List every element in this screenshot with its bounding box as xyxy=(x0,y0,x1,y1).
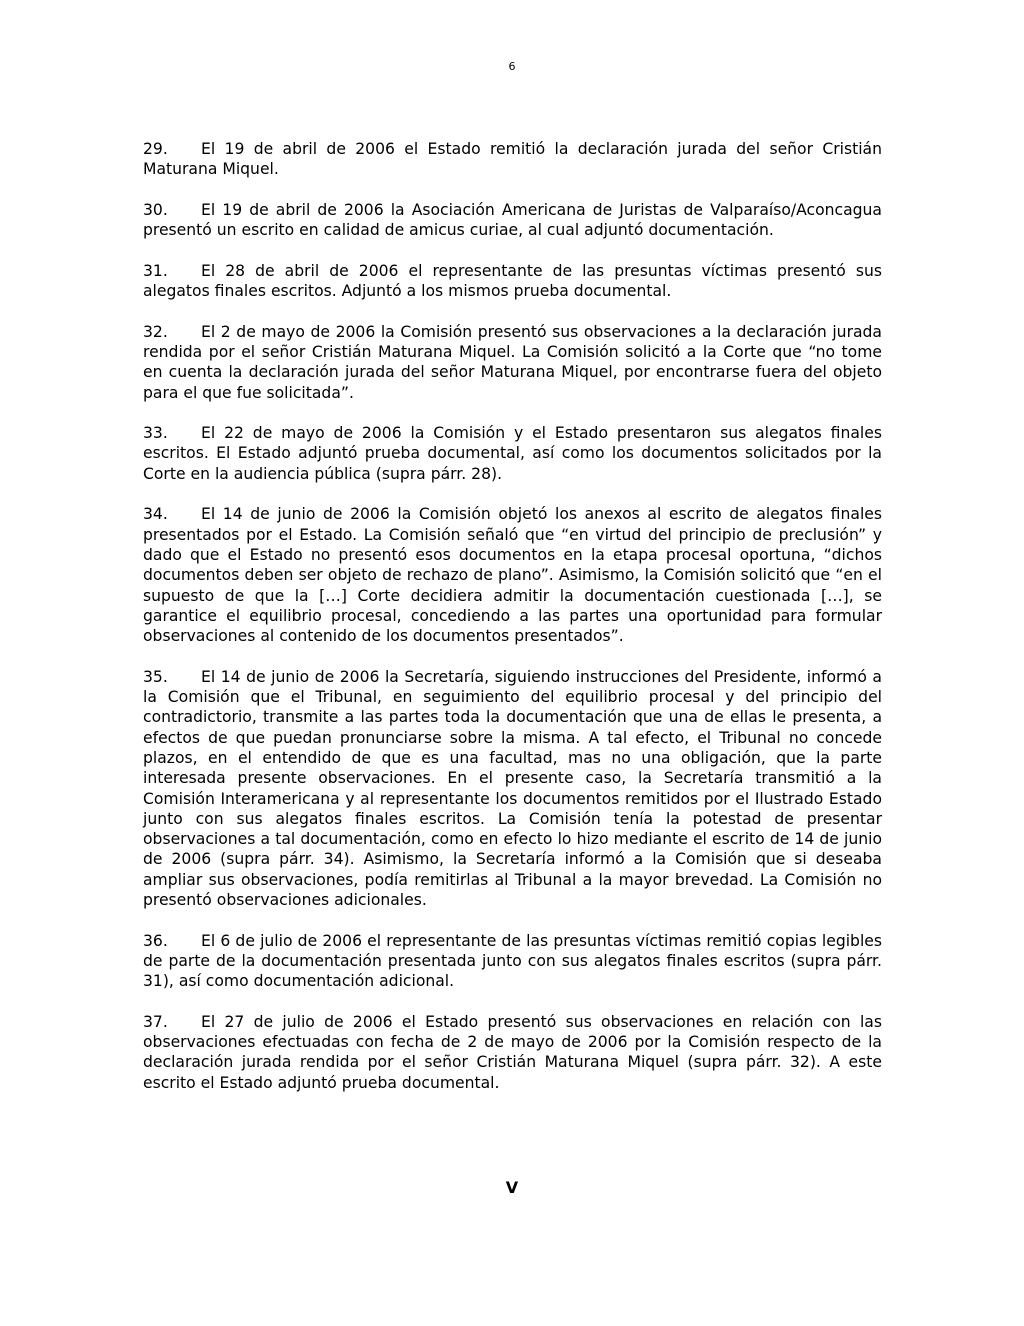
paragraph-number: 33. xyxy=(143,424,168,443)
paragraph-29 xyxy=(143,139,882,180)
paragraph-33 xyxy=(143,423,882,484)
paragraph-number: 35. xyxy=(143,667,168,686)
paragraph-34 xyxy=(143,504,882,646)
paragraph-text: El 22 de mayo de 2006 la Comisión y el Estado presentaron sus alegatos finales escritos. El Estado adjuntó prueba documental, así como los documentos solicitados por la Corte en la audiencia pública (supra párr. 28). xyxy=(143,424,882,483)
paragraph-text: El 14 de junio de 2006 la Comisión objetó los anexos al escrito de alegatos finales presentados por el Estado. La Comisión señaló que “en virtud del principio de preclusión” y dado que el Estado no presentó esos documentos en la etapa procesal oportuna, “dichos documentos deben ser objeto de rechazo de plano”. Asimismo, la Comisión solicitó que “en el supuesto de que la […] Corte decidiera admitir la documentación cuestionada […], se garantice el equilibrio procesal, concediendo a las partes una oportunidad para formular observaciones al contenido de los documentos presentados”. xyxy=(143,505,882,646)
paragraph-number: 31. xyxy=(143,261,168,280)
paragraph-text: El 14 de junio de 2006 la Secretaría, siguiendo instrucciones del Presidente, informó a la Comisión que el Tribunal, en seguimiento del equilibrio procesal y del principio del contradictorio, transmite a las partes toda la documentación que una de ellas le presenta, a efectos de que puedan pronunciarse sobre la misma. A tal efecto, el Tribunal no concede plazos, en el entendido de que es una facultad, mas no una obligación, que la parte interesada presente observaciones. En el presente caso, la Secretaría transmitió a la Comisión Interamericana y al representante los documentos remitidos por el Ilustrado Estado junto con sus alegatos finales escritos. La Comisión tenía la potestad de presentar observaciones a tal documentación, como en efecto lo hizo mediante el escrito de 14 de junio de 2006 (supra párr. 34). Asimismo, la Secretaría informó a la Comisión que si deseaba ampliar sus observaciones, podía remitirlas al Tribunal a la mayor brevedad. La Comisión no presentó observaciones adicionales. xyxy=(143,667,882,909)
paragraph-number: 29. xyxy=(143,140,168,158)
paragraph-number: 32. xyxy=(143,322,168,341)
paragraph-35 xyxy=(143,667,882,911)
paragraph-number: 34. xyxy=(143,505,168,524)
paragraph-text: El 2 de mayo de 2006 la Comisión presentó sus observaciones a la declaración jurada rendida por el señor Cristián Maturana Miquel. La Comisión solicitó a la Corte que “no tome en cuenta la declaración jurada del señor Maturana Miquel, por encontrarse fuera del objeto para el que fue solicitada”. xyxy=(143,322,882,402)
paragraph-30 xyxy=(143,200,882,241)
paragraph-number: 36. xyxy=(143,931,168,950)
paragraph-36 xyxy=(143,931,882,992)
paragraph-31 xyxy=(143,261,882,302)
paragraph-number: 37. xyxy=(143,1012,168,1031)
paragraph-32 xyxy=(143,322,882,403)
document-body xyxy=(143,139,882,1113)
paragraph-37 xyxy=(143,1012,882,1093)
paragraph-number: 30. xyxy=(143,200,168,219)
paragraph-text: El 19 de abril de 2006 la Asociación Americana de Juristas de Valparaíso/Aconcagua presentó un escrito en calidad de amicus curiae, al cual adjuntó documentación. xyxy=(143,200,882,240)
paragraph-text: El 28 de abril de 2006 el representante de las presuntas víctimas presentó sus alegatos finales escritos. Adjuntó a los mismos prueba documental. xyxy=(143,261,882,301)
paragraph-text: El 27 de julio de 2006 el Estado presentó sus observaciones en relación con las observaciones efectuadas con fecha de 2 de mayo de 2006 por la Comisión respecto de la declaración jurada rendida por el señor Cristián Maturana Miquel (supra párr. 32). A este escrito el Estado adjuntó prueba documental. xyxy=(143,1012,882,1092)
section-heading: V xyxy=(505,1178,519,1197)
page-number: 6 xyxy=(508,60,516,73)
paragraph-text: El 6 de julio de 2006 el representante de las presuntas víctimas remitió copias legibles de parte de la documentación presentada junto con sus alegatos finales escritos (supra párr. 31), así como documentación adicional. xyxy=(143,931,882,991)
paragraph-text: El 19 de abril de 2006 el Estado remitió la declaración jurada del señor Cristián Maturana Miquel. xyxy=(143,140,882,179)
